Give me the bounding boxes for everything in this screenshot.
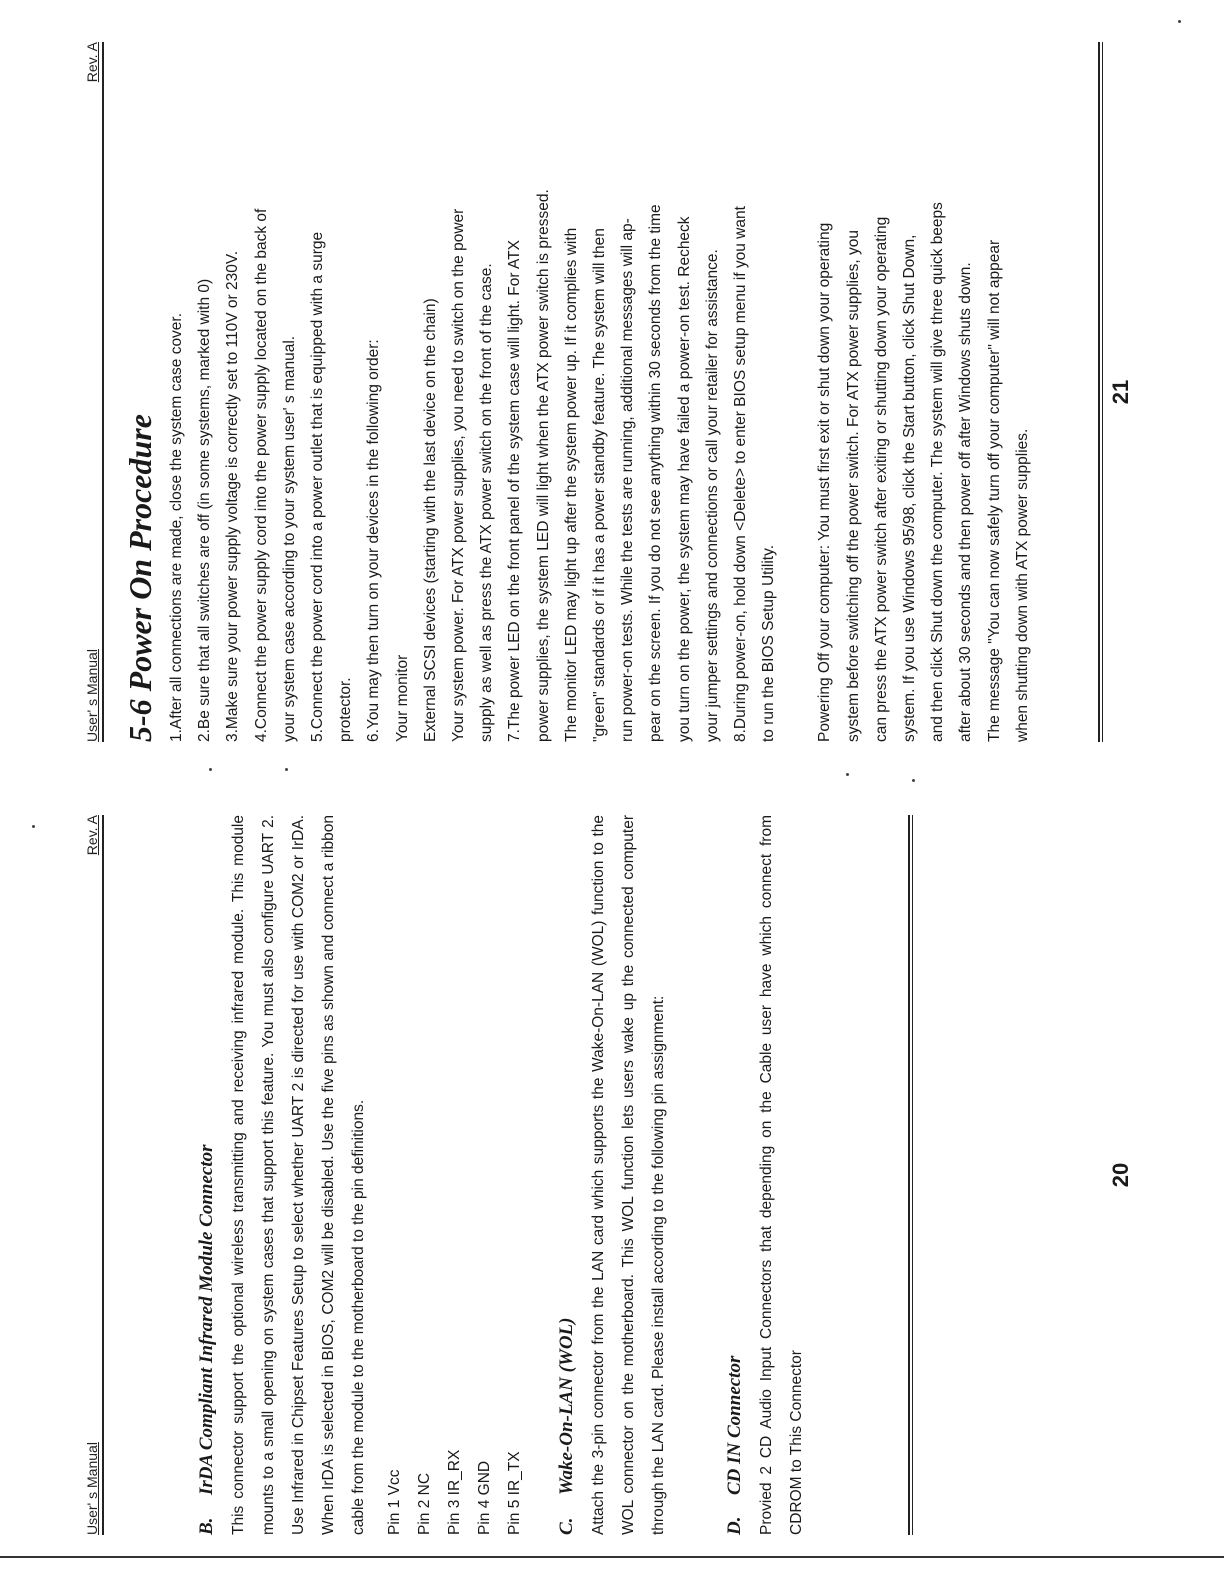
step-line: 7.The power LED on the front panel of the system case will light. For ATX <box>506 240 524 742</box>
step-line: your system case according to your system user' s manual. <box>280 335 298 742</box>
step-line: protector. <box>337 677 355 742</box>
power-off-line: after about 30 seconds and then power off after Windows shuts down. <box>957 262 975 742</box>
header-manual-title: User' s Manual <box>84 1442 100 1535</box>
power-off-line: and then click Shut down the computer. The system will give three quick beeps <box>929 202 947 742</box>
section-b-letter: B. <box>196 1517 217 1535</box>
scan-speck <box>209 768 212 771</box>
step-line: Your system power. For ATX power supplies, you need to switch on the power <box>450 208 468 742</box>
step-line: External SCSI devices (starting with the last device on the chain) <box>421 298 439 742</box>
header-revision: Rev. A <box>84 42 100 83</box>
pin-item: Pin 3 IR_RX <box>446 1449 463 1535</box>
power-off-paragraph <box>811 42 1037 742</box>
section-d-letter: D. <box>724 1516 745 1535</box>
step-line: you turn on the power, the system may have failed a power-on test. Recheck <box>675 216 693 742</box>
step-line: Your monitor <box>393 654 411 742</box>
right-page-header <box>78 42 104 742</box>
section-d <box>724 815 812 1535</box>
step-line: to run the BIOS Setup Utility. <box>760 545 778 742</box>
section-c-heading <box>556 815 578 1535</box>
power-off-line: Powering Off your computer: You must first exit or shut down your operating <box>816 222 834 742</box>
step-line: power supplies, the system LED will light when the ATX power switch is pressed. <box>534 189 552 742</box>
scan-speck <box>846 773 849 776</box>
section-d-text: Provied 2 CD Audio Input Connectors that depending on the Cable user have which connect from CDROM to This Connector <box>758 815 805 1535</box>
step-line: 1.After all connections are made, close the system case cover. <box>168 312 185 742</box>
section-c-text: Attach the 3-pin connector from the LAN card which supports the Wake-On-LAN (WOL) function to the WOL connector on the motherboard. This WOL function lets users wake up the connected computer through the LAN card. Please install according to the following pin assignment: <box>590 815 667 1535</box>
step-line: run power-on tests. While the tests are running, additional messages will ap- <box>619 218 637 742</box>
left-page <box>78 815 1133 1535</box>
pin-item: Pin 2 NC <box>416 1472 433 1535</box>
scan-speck <box>912 779 915 782</box>
pin-item: Pin 5 IR_TX <box>506 1451 523 1535</box>
header-revision: Rev. A <box>84 815 100 856</box>
step-line: 6.You may then turn on your devices in the following order: <box>365 339 383 742</box>
left-page-footer-rule <box>908 815 913 1535</box>
step-line: 2.Be sure that all switches are off (in some systems, marked with 0) <box>196 278 214 742</box>
section-d-title: CD IN Connector <box>724 1355 745 1495</box>
power-on-steps <box>163 42 783 742</box>
page-number-20: 20 <box>1108 1162 1133 1188</box>
step-line: supply as well as press the ATX power switch on the front of the case. <box>478 263 496 742</box>
power-off-line: can press the ATX power switch after exiting or shutting down your operating <box>872 216 890 742</box>
page-number-21: 21 <box>1108 379 1133 405</box>
power-off-line: when shutting down with ATX power supplies. <box>1013 428 1031 742</box>
step-line: The monitor LED may light up after the system power up. If it complies with <box>562 227 580 742</box>
step-line: your jumper settings and connections or call your retailer for assistance. <box>703 249 721 742</box>
pin-item: Pin 4 GND <box>476 1460 493 1535</box>
step-line: 5.Connect the power cord into a power outlet that is equipped with a surge <box>309 231 327 742</box>
scan-speck <box>32 825 35 828</box>
scan-speck <box>1178 20 1181 23</box>
pin-list <box>380 815 530 1535</box>
step-line: "green" standards or if it has a power standby feature. The system will then <box>591 228 609 742</box>
power-off-line: The message "You can now safely turn off your computer" will not appear <box>985 239 1003 742</box>
section-b-text: This connector support the optional wireless transmitting and receiving infrared module. This module mounts to a small opening on system cases that support this feature. You must also configure UART 2. Use Infrared in Chipset Features Setup to select whether UART 2 is directed for use with COM2 or IrDA. When IrDA is selected in BIOS, COM2 will be disabled. Use the five pins as shown and connect a ribbon cable from the module to the motherboard to the pin definitions. <box>230 815 367 1535</box>
power-off-line: system. If you use Windows 95/98, click the Start button, click Shut Down, <box>901 234 919 742</box>
step-line: 8.During power-on, hold down <Delete> to enter BIOS setup menu if you want <box>732 206 750 742</box>
right-page-footer-rule <box>1098 42 1103 742</box>
section-b-title: IrDA Compliant Infrared Module Connector <box>196 1144 217 1495</box>
step-line: 3.Make sure your power supply voltage is correctly set to 110V or 230V. <box>224 250 242 742</box>
page-title: 5-6 Power On Procedure <box>122 414 158 742</box>
step-line: 4.Connect the power supply cord into the power supply located on the back of <box>252 208 270 742</box>
section-b-heading <box>196 815 218 1535</box>
section-c-title: Wake-On-LAN (WOL) <box>556 1317 577 1495</box>
section-c-letter: C. <box>556 1517 577 1535</box>
step-line: pear on the screen. If you do not see anything within 30 seconds from the time <box>647 204 665 742</box>
section-b <box>196 815 530 1535</box>
scan-bottom-edge <box>0 1556 1224 1558</box>
scan-speck <box>285 768 288 771</box>
header-manual-title: User' s Manual <box>84 649 100 742</box>
pin-item: Pin 1 Vcc <box>386 1469 403 1535</box>
section-c <box>556 815 674 1535</box>
section-d-heading <box>724 815 746 1535</box>
right-page <box>78 42 1133 742</box>
power-off-line: system before switching off the power switch. For ATX power supplies, you <box>844 229 862 742</box>
left-page-header <box>78 815 104 1535</box>
